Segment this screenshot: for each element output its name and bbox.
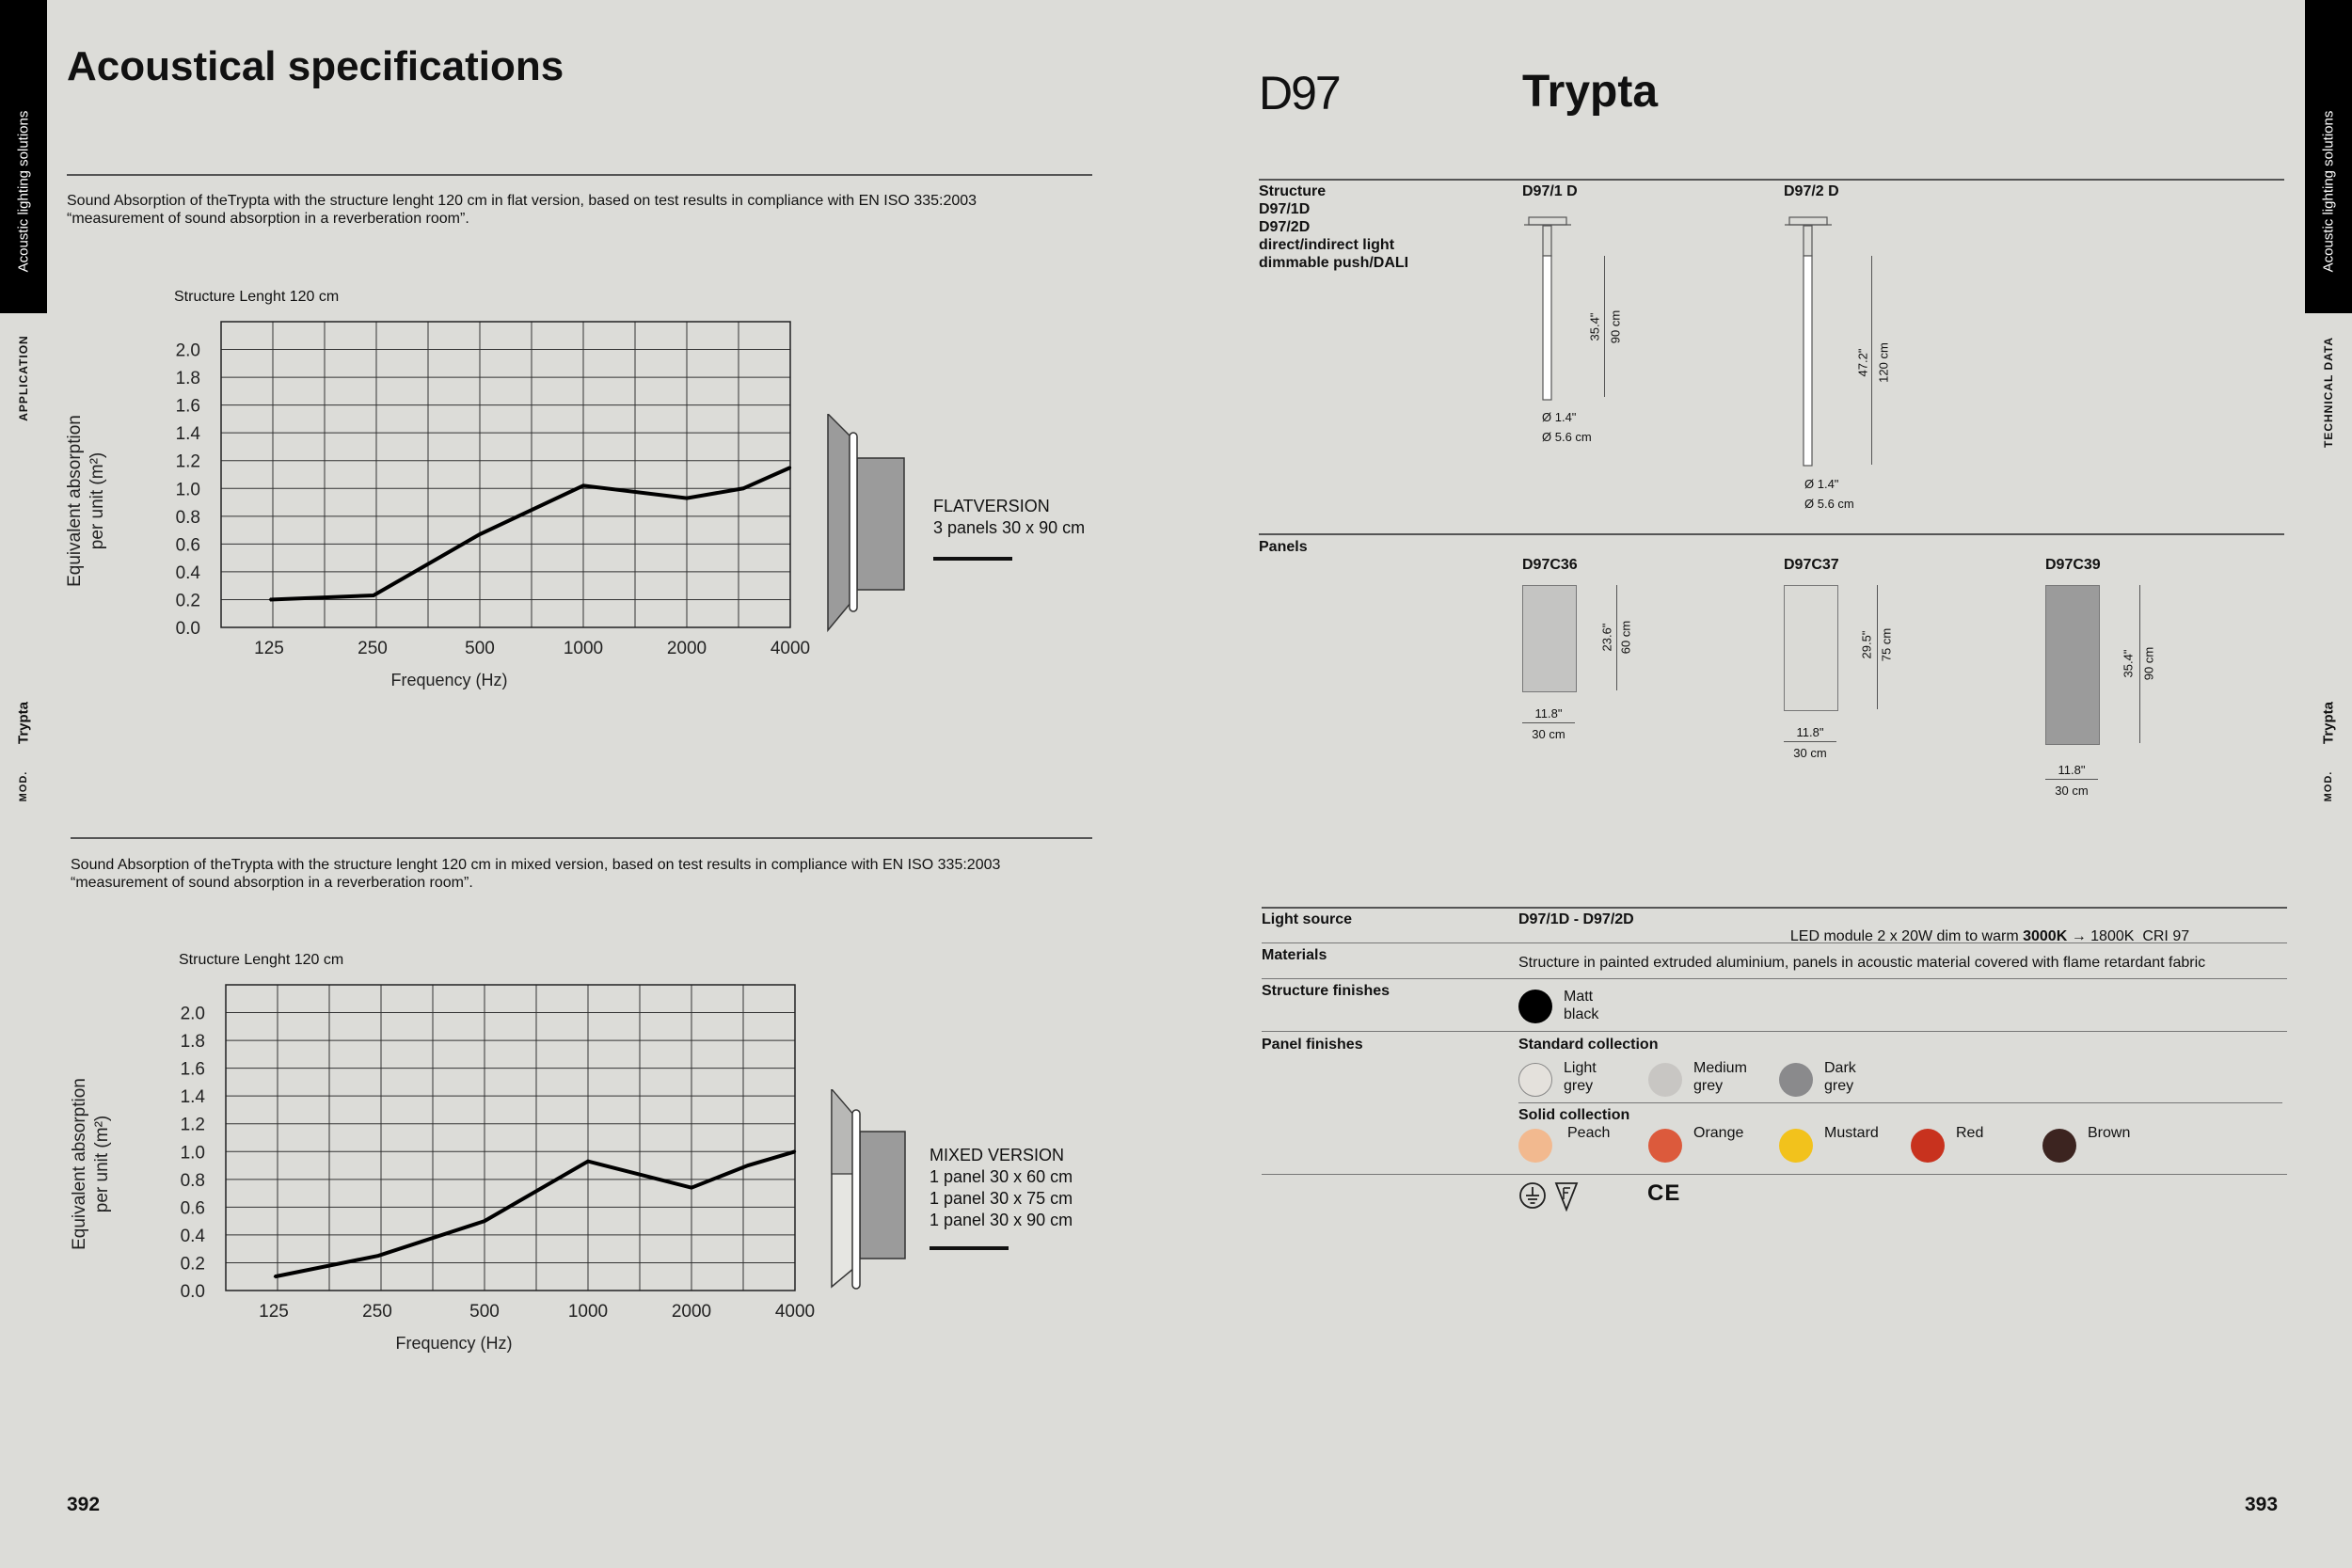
chart1-description-2: “measurement of sound absorption in a reverberation room”. — [67, 211, 469, 227]
x-tick-label: 500 — [469, 1302, 500, 1322]
y-tick-label: 1.8 — [175, 369, 200, 389]
structure-variant-1-label: D97/1 D — [1522, 183, 1578, 199]
y-axis-label: Equivalent absorption — [65, 415, 85, 587]
solid-3-name: Mustard — [1824, 1125, 1879, 1141]
finish-swatch-red[interactable] — [1911, 1129, 1945, 1163]
materials-text: Structure in painted extruded aluminium, panels in acoustic material covered with flame retardant fabric — [1518, 955, 2206, 971]
structure-variant-1-dim-in: 35.4" — [1587, 312, 1602, 341]
y-tick-label: 0.6 — [180, 1198, 205, 1219]
standard-collection-heading: Standard collection — [1518, 1037, 1659, 1053]
product-code: D97 — [1259, 67, 1340, 119]
structure-variant-2-dim-in: 47.2" — [1855, 348, 1870, 377]
standard-3-l2: grey — [1824, 1078, 1854, 1094]
y-tick-label: 1.0 — [180, 1143, 205, 1164]
x-tick-label: 2000 — [666, 639, 707, 658]
standard-1-l2: grey — [1564, 1078, 1594, 1094]
arrow-right-icon: → — [2071, 928, 2087, 944]
finish-swatch-light-grey[interactable] — [1518, 1063, 1552, 1097]
f-mark-icon — [1554, 1181, 1579, 1212]
x-tick-label: 2000 — [671, 1302, 712, 1322]
plot-frame — [226, 985, 795, 1291]
divider — [67, 174, 1092, 176]
data-point — [269, 598, 271, 600]
structure-variant-1-dia-cm: Ø 5.6 cm — [1542, 430, 1592, 444]
light-source-label: Light source — [1262, 911, 1353, 927]
panel-2-h-cm: 75 cm — [1879, 627, 1894, 662]
y-tick-label: 1.8 — [180, 1032, 205, 1053]
standard-3-l1: Dark — [1824, 1060, 1856, 1076]
divider — [1262, 1174, 2287, 1175]
panel-1-w-in: 11.8" — [1534, 706, 1563, 721]
y-tick-label: 2.0 — [180, 1004, 205, 1024]
finish-name-2: black — [1564, 1006, 1599, 1022]
left-sidebar-section: APPLICATION — [17, 335, 30, 421]
plot-frame — [221, 322, 790, 627]
right-sidebar — [2305, 0, 2352, 1568]
panel-1-label: D97C36 — [1522, 557, 1578, 573]
x-tick-label: 125 — [254, 639, 284, 658]
panel-finishes-label: Panel finishes — [1262, 1037, 1363, 1053]
panel-3-w-in: 11.8" — [2058, 763, 2086, 777]
structure-variant-2-dim-cm: 120 cm — [1876, 342, 1891, 383]
x-tick-label: 1000 — [563, 639, 604, 658]
data-point — [789, 467, 791, 468]
solid-1-name: Peach — [1567, 1125, 1611, 1141]
data-point — [691, 1186, 692, 1188]
flat-version-illustration — [823, 414, 917, 635]
divider — [1262, 907, 2287, 909]
divider — [1259, 179, 2284, 181]
panel-1-w-cm: 30 cm — [1532, 727, 1565, 741]
structure-heading: Structure — [1259, 183, 1327, 199]
right-sidebar-top-label: Acoustic lighting solutions — [2320, 110, 2337, 273]
right-sidebar-section: TECHNICAL DATA — [2322, 337, 2335, 448]
left-sidebar-model: Trypta — [15, 702, 32, 745]
flat-legend-swatch — [933, 557, 1012, 561]
finish-swatch-brown[interactable] — [2042, 1129, 2076, 1163]
panel-3-swatch — [2045, 585, 2100, 745]
y-tick-label: 0.6 — [175, 535, 200, 556]
structure-line-3: direct/indirect light — [1259, 237, 1395, 253]
data-point — [484, 1220, 485, 1222]
panel-2-dimline — [1877, 585, 1878, 709]
y-tick-label: 1.2 — [175, 451, 200, 472]
mixed-legend-line-3: 1 panel 30 x 90 cm — [930, 1211, 1073, 1229]
y-tick-label: 0.4 — [175, 562, 200, 583]
panel-2-label: D97C37 — [1784, 557, 1839, 573]
structure-variant-2-dia-in: Ø 1.4" — [1804, 477, 1839, 491]
x-tick-label: 250 — [362, 1302, 392, 1322]
x-tick-label: 4000 — [774, 1302, 816, 1322]
x-tick-label: 250 — [358, 639, 388, 658]
structure-variant-1-dimline — [1604, 256, 1605, 397]
page-title: Acoustical specifications — [67, 43, 564, 89]
data-point — [747, 1164, 749, 1166]
y-tick-label: 0.2 — [180, 1254, 205, 1275]
y-tick-label: 0.4 — [180, 1226, 205, 1246]
solid-5-name: Brown — [2088, 1125, 2131, 1141]
solid-4-name: Red — [1956, 1125, 1984, 1141]
product-name: Trypta — [1522, 67, 1659, 117]
y-axis-label-2: per unit (m²) — [92, 1115, 112, 1213]
y-tick-label: 1.4 — [180, 1087, 205, 1108]
light-source-model: D97/1D - D97/2D — [1518, 911, 1634, 927]
divider — [1518, 1102, 2282, 1103]
solid-2-name: Orange — [1693, 1125, 1744, 1141]
light-source-text — [1782, 911, 2189, 945]
mixed-legend-line-2: 1 panel 30 x 75 cm — [930, 1189, 1073, 1208]
data-point — [582, 484, 584, 486]
structure-variant-2-dimline — [1871, 256, 1872, 465]
data-point — [686, 497, 688, 499]
structure-variant-1-dia-in: Ø 1.4" — [1542, 410, 1577, 424]
panel-2-w-cm: 30 cm — [1793, 746, 1827, 760]
x-tick-label: 500 — [465, 639, 495, 658]
panel-3-h-in: 35.4" — [2121, 649, 2136, 678]
panel-2-w-in: 11.8" — [1796, 725, 1824, 739]
structure-finishes-label: Structure finishes — [1262, 983, 1391, 999]
x-tick-label: 1000 — [567, 1302, 609, 1322]
finish-swatch-dark-grey[interactable] — [1779, 1063, 1813, 1097]
x-tick-label: 4000 — [770, 639, 811, 658]
light-source-text-1: LED module 2 x 20W dim to warm — [1789, 928, 2024, 944]
y-tick-label: 0.8 — [175, 507, 200, 528]
panel-3-wline — [2045, 779, 2098, 780]
flat-legend-title: FLATVERSION — [933, 497, 1050, 515]
divider — [71, 837, 1092, 839]
y-tick-label: 1.2 — [180, 1115, 205, 1135]
y-axis-label: Equivalent absorption — [70, 1078, 89, 1250]
right-sidebar-model: Trypta — [2320, 702, 2337, 745]
data-series-line — [270, 467, 790, 599]
chart-title: Structure Lenght 120 cm — [174, 289, 340, 305]
panel-3-label: D97C39 — [2045, 557, 2101, 573]
x-tick-label: 125 — [259, 1302, 289, 1322]
chart2-description-2: “measurement of sound absorption in a reverberation room”. — [71, 875, 473, 891]
panel-1-h-cm: 60 cm — [1618, 620, 1633, 655]
page-number-left: 392 — [67, 1494, 101, 1515]
divider — [1262, 1031, 2287, 1032]
light-source-bold: 3000K — [2023, 928, 2068, 944]
ground-symbol-icon — [1518, 1181, 1549, 1212]
x-axis-label: Frequency (Hz) — [390, 671, 508, 689]
data-point — [794, 1150, 796, 1152]
divider — [1259, 533, 2284, 535]
panel-1-swatch — [1522, 585, 1577, 692]
y-tick-label: 1.6 — [175, 396, 200, 417]
materials-label: Materials — [1262, 947, 1327, 963]
chart-title: Structure Lenght 120 cm — [179, 952, 344, 968]
data-point — [373, 594, 374, 596]
structure-variant-2-label: D97/2 D — [1784, 183, 1839, 199]
standard-2-l1: Medium — [1693, 1060, 1747, 1076]
structure-line-4: dimmable push/DALI — [1259, 255, 1409, 271]
y-tick-label: 0.0 — [175, 619, 200, 639]
panel-2-h-in: 29.5" — [1859, 630, 1874, 659]
mixed-version-illustration — [828, 1089, 922, 1291]
mixed-legend-swatch — [930, 1246, 1009, 1250]
solid-collection-heading: Solid collection — [1518, 1107, 1630, 1123]
mixed-legend-title: MIXED VERSION — [930, 1146, 1065, 1164]
divider — [1262, 942, 2287, 943]
data-series-line — [275, 1151, 795, 1276]
left-sidebar-mod: MOD. — [18, 770, 29, 802]
chart1-description: Sound Absorption of theTrypta with the structure lenght 120 cm in flat version, based on test results in compliance with EN ISO 335:2003 — [67, 193, 977, 209]
finish-swatch-peach[interactable] — [1518, 1129, 1552, 1163]
structure-variant-2-dia-cm: Ø 5.6 cm — [1804, 497, 1854, 511]
finish-swatch-matt-black[interactable] — [1518, 990, 1552, 1023]
standard-2-l2: grey — [1693, 1078, 1724, 1094]
y-tick-label: 1.6 — [180, 1059, 205, 1080]
finish-swatch-orange[interactable] — [1648, 1129, 1682, 1163]
data-point — [377, 1255, 379, 1257]
structure-line-2: D97/2D — [1259, 219, 1311, 235]
structure-line-1: D97/1D — [1259, 201, 1311, 217]
flat-legend-line: 3 panels 30 x 90 cm — [933, 518, 1086, 537]
panel-3-w-cm: 30 cm — [2055, 784, 2089, 798]
y-tick-label: 2.0 — [175, 341, 200, 361]
chart2-description: Sound Absorption of theTrypta with the structure lenght 120 cm in mixed version, based on test results in compliance with EN ISO 335:2003 — [71, 857, 1001, 873]
x-axis-label: Frequency (Hz) — [395, 1334, 513, 1353]
ce-mark-icon: CE — [1647, 1180, 1681, 1206]
light-source-text-2: 1800K CRI 97 — [2090, 928, 2190, 944]
page-number-right: 393 — [2245, 1494, 2279, 1515]
data-point — [479, 533, 481, 535]
y-tick-label: 0.2 — [175, 591, 200, 611]
mixed-legend-line-1: 1 panel 30 x 60 cm — [930, 1167, 1073, 1186]
finish-swatch-medium-grey[interactable] — [1648, 1063, 1682, 1097]
panel-1-dimline — [1616, 585, 1617, 690]
panel-1-h-in: 23.6" — [1599, 623, 1614, 652]
structure-variant-2-drawing — [1785, 214, 1860, 468]
data-point — [742, 487, 744, 489]
panel-3-dimline — [2139, 585, 2140, 743]
y-tick-label: 1.0 — [175, 480, 200, 500]
panel-3-h-cm: 90 cm — [2141, 646, 2156, 681]
panel-2-wline — [1784, 741, 1836, 742]
panel-2-swatch — [1784, 585, 1838, 711]
finish-swatch-mustard[interactable] — [1779, 1129, 1813, 1163]
y-tick-label: 0.8 — [180, 1170, 205, 1191]
acoustic-chart-flat — [0, 273, 1129, 705]
divider — [1262, 978, 2287, 979]
y-axis-label-2: per unit (m²) — [87, 451, 107, 550]
y-tick-label: 1.4 — [175, 424, 200, 445]
structure-variant-1-dim-cm: 90 cm — [1608, 309, 1623, 344]
right-sidebar-mod: MOD. — [2323, 770, 2334, 802]
data-point — [587, 1160, 589, 1162]
data-point — [274, 1275, 276, 1277]
finish-name-1: Matt — [1564, 989, 1594, 1005]
standard-1-l1: Light — [1564, 1060, 1597, 1076]
left-sidebar-top-label: Acoustic lighting solutions — [15, 110, 32, 273]
y-tick-label: 0.0 — [180, 1282, 205, 1302]
panels-heading: Panels — [1259, 539, 1308, 555]
panel-1-wline — [1522, 722, 1575, 723]
